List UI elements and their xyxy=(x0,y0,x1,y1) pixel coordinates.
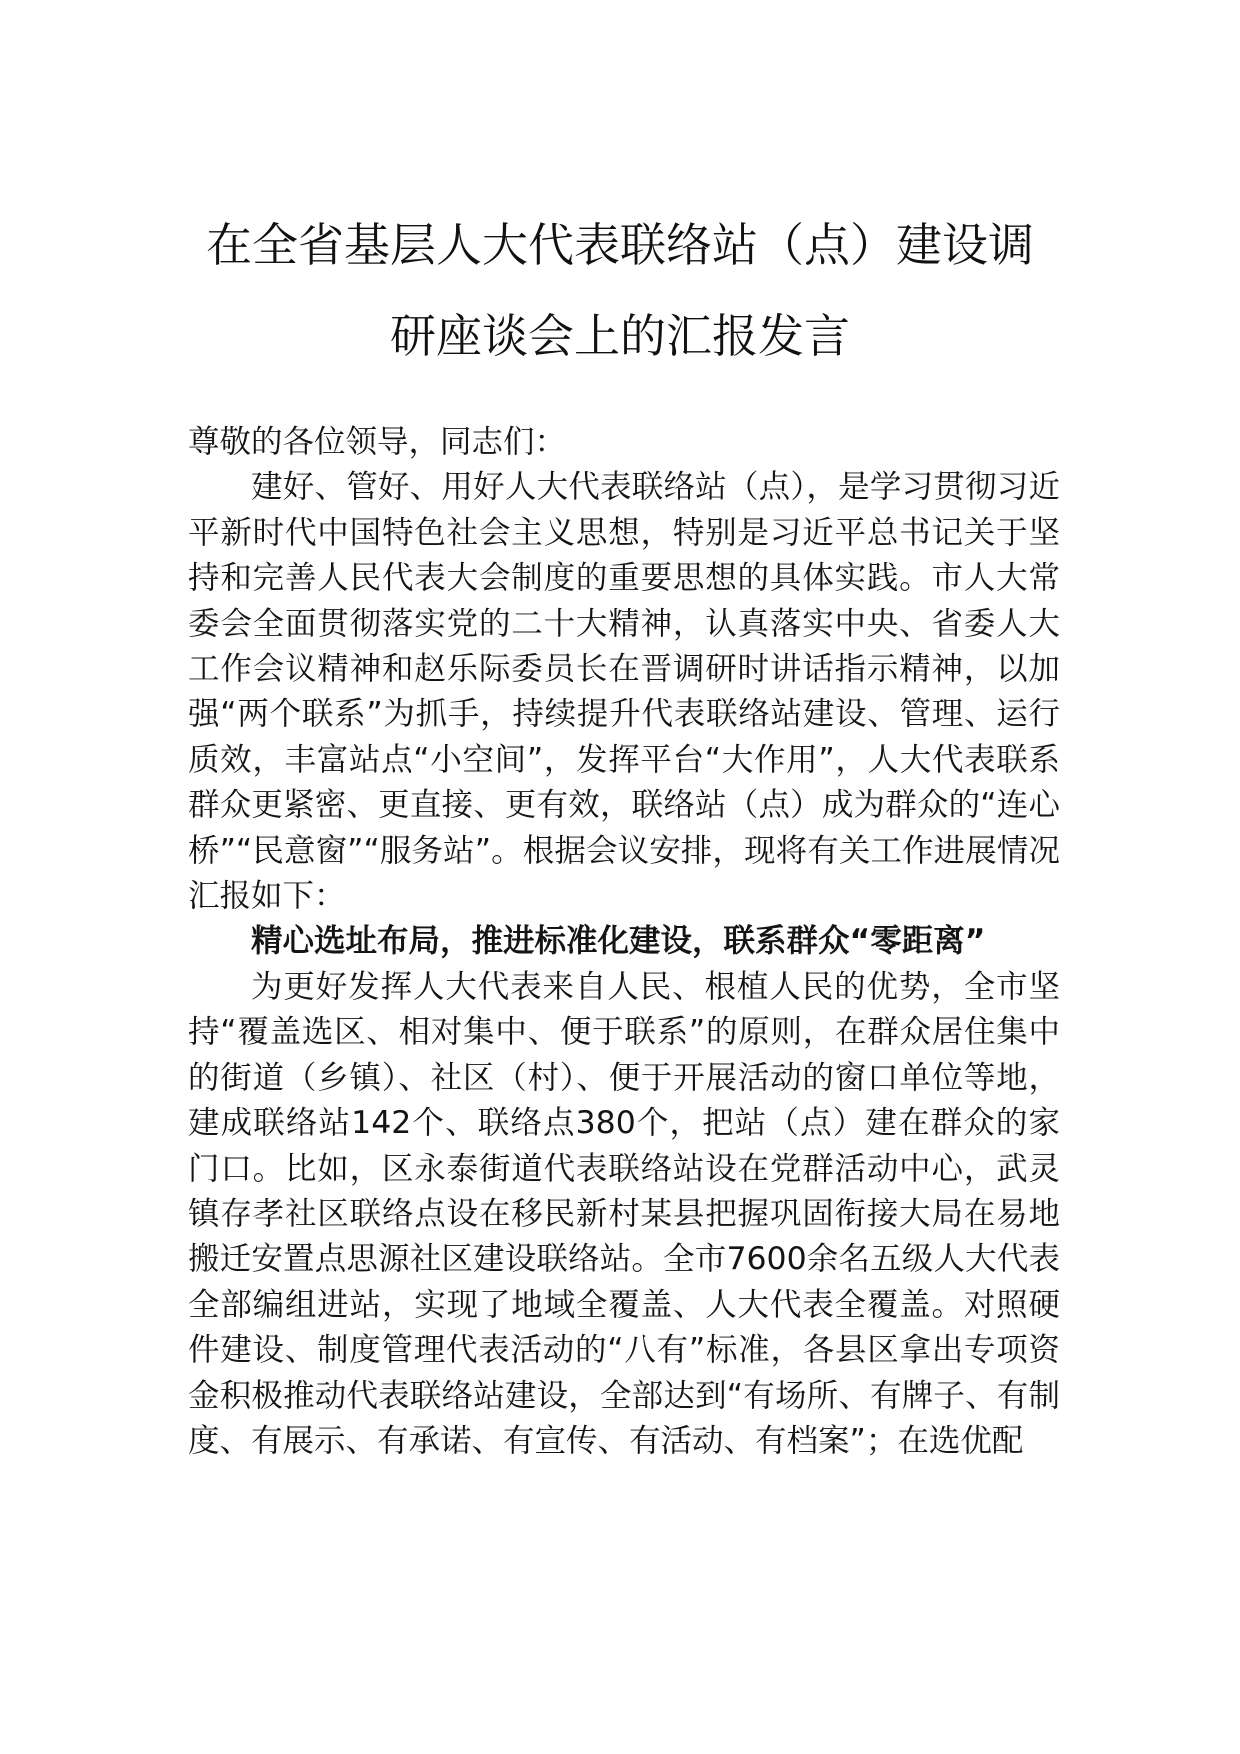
paragraph-section-1: 为更好发挥人大代表来自人民、根植人民的优势，全市坚持“覆盖选区、相对集中、便于联系”的原则，在群众居住集中的街道（乡镇）、社区（村）、便于开展活动的窗口单位等地，建成联络站142个、联络点380个，把站（点）建在群众的家门口。比如，区永泰街道代表联络站设在党群活动中心，武灵镇存孝社区联络点设在移民新村某县把握巩固衔接大局在易地搬迁安置点思源社区建设联络站。全市7600余名五级人大代表全部编组进站，实现了地域全覆盖、人大代表全覆盖。对照硬件建设、制度管理代表活动的“八有”标准，各县区拿出专项资金积极推动代表联络站建设，全部达到“有场所、有牌子、有制度、有展示、有承诺、有宣传、有活动、有档案”；在选优配 xyxy=(188,968,1060,1459)
section-heading: 精心选址布局，推进标准化建设，联系群众“零距离” xyxy=(251,923,986,960)
document-body xyxy=(188,420,1060,1464)
salutation: 尊敬的各位领导，同志们： xyxy=(188,424,567,460)
document-title-line-2: 研座谈会上的汇报发言 xyxy=(390,309,850,363)
document-title-line-1: 在全省基层人大代表联络站（点）建设调 xyxy=(206,218,1034,272)
paragraph-intro: 建好、管好、用好人大代表联络站（点），是学习贯彻习近平新时代中国特色社会主义思想，特别是习近平总书记关于坚持和完善人民代表大会制度的重要思想的具体实践。市人大常委会全面贯彻落实党的二十大精神，认真落实中央、省委人大工作会议精神和赵乐际委员长在晋调研时讲话指示精神，以加强“两个联系”为抓手，持续提升代表联络站建设、管理、运行质效，丰富站点“小空间”，发挥平台“大作用”，人大代表联系群众更紧密、更直接、更有效，联络站（点）成为群众的“连心桥”“民意窗”“服务站”。根据会议安排，现将有关工作进展情况汇报如下： xyxy=(188,469,1060,915)
